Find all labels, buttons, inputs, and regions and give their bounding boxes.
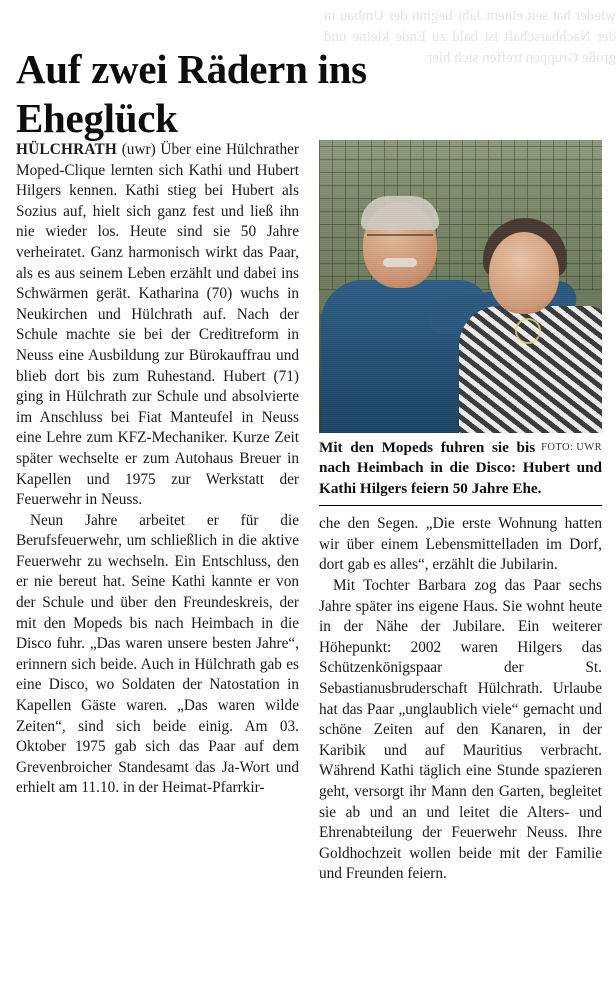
photo-credit: FOTO: UWR xyxy=(541,442,602,453)
article-paragraph xyxy=(16,140,299,511)
photo-block xyxy=(319,140,602,506)
article-column-left xyxy=(16,140,299,799)
article-paragraph: che den Segen. „Die erste Wohnung hatten wir über einem Lebensmittelladen im Dorf, dort gab es alles“, erzählt die Jubilarin. xyxy=(319,515,602,574)
article-columns xyxy=(16,140,602,995)
article-column-right xyxy=(319,140,602,885)
photo-caption-text: Mit den Mopeds fuhren sie bis nach Heimbach in die Disco: Hubert und Kathi Hilgers feiern 50 Jahre Ehe. xyxy=(319,439,602,497)
photo-caption xyxy=(319,433,602,499)
photo-grain xyxy=(319,140,602,433)
page-title: Auf zwei Rädern ins Eheglück xyxy=(16,46,367,142)
caption-divider xyxy=(319,505,602,506)
article-paragraph: Mit Tochter Barbara zog das Paar sechs Jahre später ins eigene Haus. Sie wohnt heute in der Nähe der Jubilare. Ein weiterer Höhepunkt: 2002 waren Hilgers das Schützenkönigspaar der St. Sebastianusbruderschaft Hülchrath. Urlaube hat das Paar „unglaublich viele“ gemacht und schöne Zeiten auf den Kanaren, in der Karibik und auf Mauritius verbracht. Während Kathi täglich eine Stunde spazieren geht, versorgt ihr Mann den Garten, begleitet sie ab und an und leitet die Alters- und Ehrenabteilung der Feuerwehr Neuss. Ihre Goldhochzeit wollen beide mit der Familie und Freunden feiern. xyxy=(319,577,602,883)
dateline: HÜLCHRATH xyxy=(16,141,117,158)
bleed-through-text: wieder hat seit einem Jahr beginn der Umbau in der Nachbarschaft ist bald zu Ende kleine und große Gruppen treffen sich hier xyxy=(324,8,616,66)
article-photo xyxy=(319,140,602,433)
article-paragraph-text: (uwr) Über eine Hülchrather Moped-Clique lernten sich Kathi und Hubert Hilgers kennen. Kathi stieg bei Hubert als Sozius auf, hielt sich ganz fest und ließ ihn nie wieder los. Heute sind sie 50 Jahre verheiratet. Ganz harmonisch wirkt das Paar, als es aus seinem Leben erzählt und dabei ins Schwärmen gerät. Katharina (70) wuchs in Neukirchen und Hülchrath auf. Nach der Schule machte sie bei der Creditreform in Neuss eine Ausbildung zur Bürokauffrau und blieb dort bis zum Ruhestand. Hubert (71) ging in Hülchrath zur Schule und absolvierte im Anschluss bei Fiat Manteufel in Neuss eine Lehre zum KFZ-Mechaniker. Kurze Zeit später wechselte er zum Autohaus Breuer in Kapellen und 1975 zur Werkstatt der Feuerwehr in Neuss. xyxy=(16,141,300,509)
article-paragraph: Neun Jahre arbeitet er für die Berufsfeuerwehr, um schließlich in die aktive Feuerwehr zu wechseln. Ein Entschluss, den er nie bereut hat. Seine Kathi kannte er von der Schule und über den Freundeskreis, der mit den Mopeds bis nach Heimbach in die Disco fuhr. „Das waren unsere besten Jahre“, erinnern sich beide. Auch in Hülchrath gab es eine Disco, wo Soldaten der Natostation in Kapellen Gäste waren. „Das waren wilde Zeiten“, sind sich beide einig. Am 03. Oktober 1975 gab sich das Paar auf dem Grevenbroicher Standesamt das Ja-Wort und erhielt am 11.10. in der Heimat-Pfarrkir- xyxy=(16,511,299,797)
